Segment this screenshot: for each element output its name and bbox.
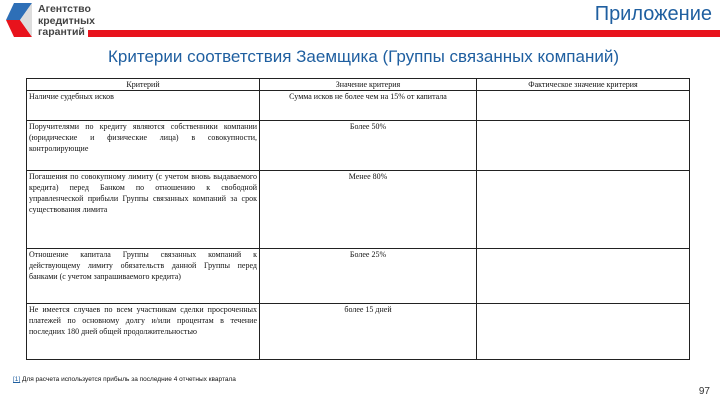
table-row [27,121,690,171]
value-cell: Сумма исков не более чем на 15% от капитала [260,91,477,121]
footnote [13,376,236,383]
logo-mark-icon [6,3,32,37]
actual-cell[interactable] [477,121,690,171]
criterion-cell: Поручителями по кредиту являются собственники компании (юридические и физические лица) в совокупности, контролирующие [27,121,260,171]
criterion-cell: Погашения по совокупному лимиту (с учетом вновь выдаваемого кредита) перед Банком по отношению к свободной управленческой прибыли Группы связанных компаний за срок существования лимита [27,171,260,249]
column-header: Значение критерия [260,79,477,91]
table-row [27,249,690,304]
criteria-table [26,78,690,360]
actual-cell[interactable] [477,171,690,249]
page-number: 97 [698,386,710,397]
footnote-link[interactable]: [1] [13,376,21,383]
logo-line: Агентство [38,3,91,15]
table-row [27,171,690,249]
actual-cell[interactable] [477,249,690,304]
value-cell: Более 50% [260,121,477,171]
value-cell: Более 25% [260,249,477,304]
logo-line: кредитных [38,14,95,27]
column-header: Критерий [27,79,260,91]
table-header-row [27,79,690,91]
value-cell: Менее 80% [260,171,477,249]
table-row [27,91,690,121]
actual-cell[interactable] [477,91,690,121]
header-divider [88,30,720,37]
header-title: Приложение [594,3,712,25]
logo [6,3,96,43]
footnote-text: Для расчета используется прибыль за последние 4 отчетных квартала [20,376,236,383]
table-row [27,304,690,360]
logo-line: гарантий [38,26,85,38]
value-cell: более 15 дней [260,304,477,360]
actual-cell[interactable] [477,304,690,360]
page-title: Критерии соответствия Заемщика (Группы связанных компаний) [108,47,620,66]
criterion-cell: Не имеется случаев по всем участникам сделки просроченных платежей по основному долгу и/или процентам в течение последних 180 дней общей продолжительностью [27,304,260,360]
column-header: Фактическое значение критерия [477,79,690,91]
criterion-cell: Отношение капитала Группы связанных компаний к действующему лимиту обязательств данной Группы перед банками (с учетом запрашиваемого кредита) [27,249,260,304]
criterion-cell: Наличие судебных исков [27,91,260,121]
